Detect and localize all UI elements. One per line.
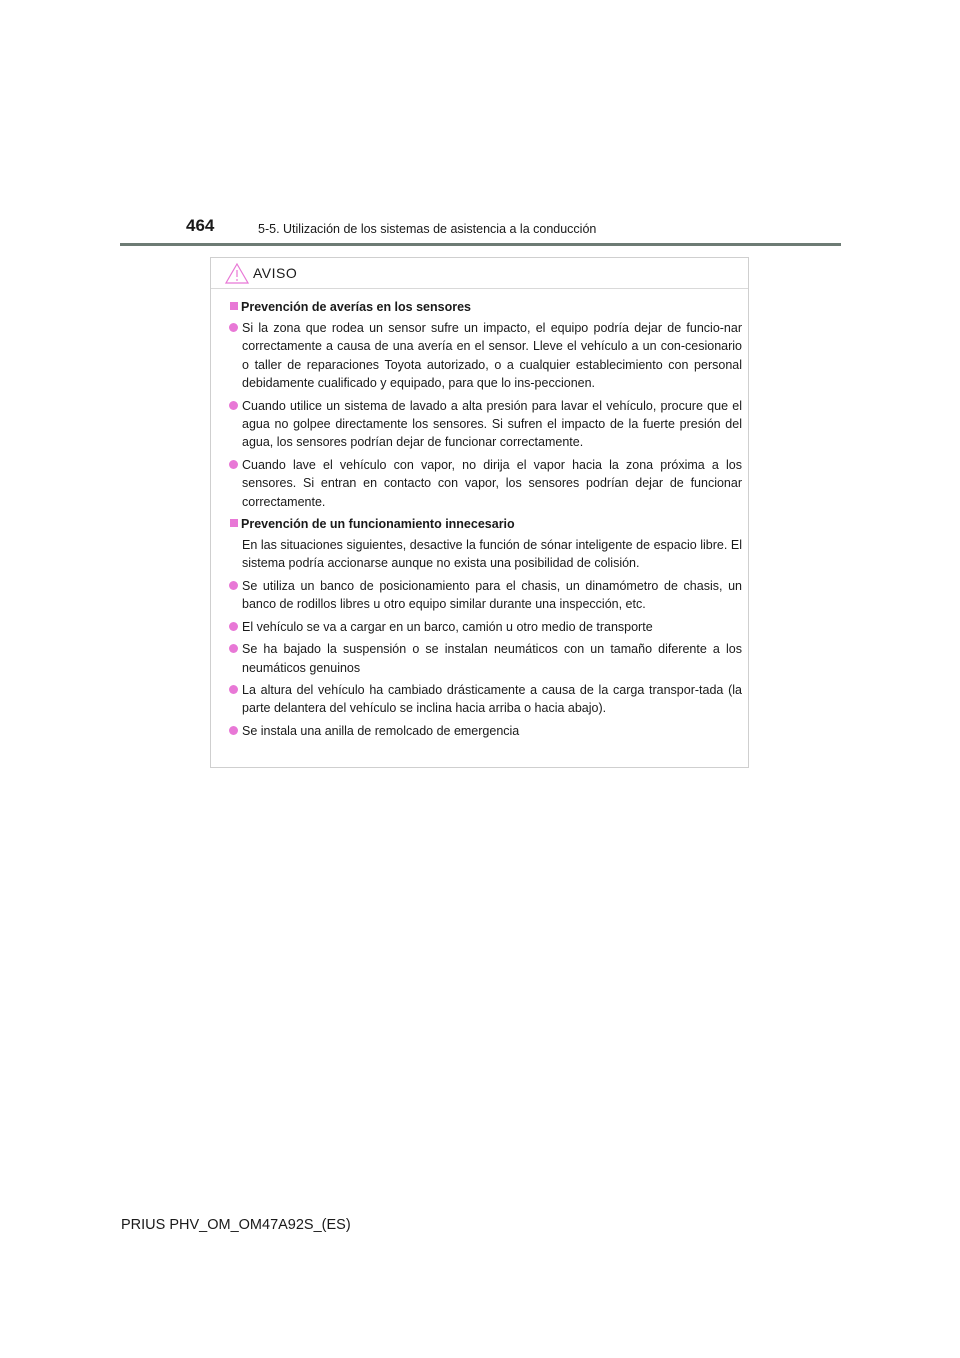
list-item-text: El vehículo se va a cargar en un barco, camión u otro medio de transporte xyxy=(242,619,653,634)
warning-box xyxy=(210,257,749,768)
section-intro: En las situaciones siguientes, desactive la función de sónar inteligente de espacio libre. El sistema podría accionarse aunque no exista una posibilidad de colisión. xyxy=(242,538,742,571)
list-item-text: Cuando utilice un sistema de lavado a alta presión para lavar el vehículo, procure que el agua no golpee directamente los sensores. Si sufren el impacto de la fuerte presión del agua, los sensores podrían dejar de funcionar correctamente. xyxy=(242,398,742,450)
warning-content xyxy=(211,298,748,744)
warning-title: AVISO xyxy=(253,265,298,281)
list-item xyxy=(242,397,742,452)
bullet-dot xyxy=(229,685,238,694)
bullet-dot xyxy=(229,622,238,631)
list-item xyxy=(242,456,742,511)
list-item-text: Cuando lave el vehículo con vapor, no dirija el vapor hacia la zona próxima a los sensores. Si entran en contacto con vapor, los sensores podrían dejar de funcionar correctamente. xyxy=(242,457,742,509)
bullet-dot xyxy=(229,401,238,410)
list-item-text: La altura del vehículo ha cambiado drásticamente a causa de la carga transpor-tada (la parte delantera del vehículo se inclina hacia arriba o hacia abajo). xyxy=(242,682,742,716)
list-item xyxy=(242,640,742,677)
section-title: Prevención de un funcionamiento innecesario xyxy=(230,515,748,533)
section-header: 5-5. Utilización de los sistemas de asistencia a la conducción xyxy=(258,222,597,236)
list-item xyxy=(242,618,742,636)
warning-header xyxy=(211,258,748,289)
section-title: Prevención de averías en los sensores xyxy=(230,298,748,316)
list-item xyxy=(242,319,742,393)
bullet-dot xyxy=(229,581,238,590)
list-item-text: Se utiliza un banco de posicionamiento para el chasis, un dinamómetro de chasis, un banco de rodillos libres u otro equipo similar durante una inspección, etc. xyxy=(242,578,742,612)
page-number: 464 xyxy=(186,216,215,235)
document-code: PRIUS PHV_OM_OM47A92S_(ES) xyxy=(121,1217,351,1233)
bullet-dot xyxy=(229,726,238,735)
list-item xyxy=(242,722,742,740)
list-item-text: Se ha bajado la suspensión o se instalan neumáticos con un tamaño diferente a los neumáticos genuinos xyxy=(242,642,742,675)
list-item xyxy=(242,681,742,718)
list-item-text: Se instala una anilla de remolcado de emergencia xyxy=(242,723,520,738)
list-item xyxy=(242,577,742,614)
list-item-text: Si la zona que rodea un sensor sufre un impacto, el equipo podría dejar de funcio-nar correctamente a causa de una avería en el sensor. Lleve el vehículo a un con-cesionario o taller de reparaciones Toyota autorizado, o a cualquier establecimiento con personal debidamente cualificado y equipado, para que lo ins-peccionen. xyxy=(242,321,742,391)
bullet-dot xyxy=(229,460,238,469)
header-rule xyxy=(120,243,841,246)
bullet-dot xyxy=(229,323,238,332)
bullet-dot xyxy=(229,644,238,653)
warning-triangle-icon xyxy=(225,263,249,284)
